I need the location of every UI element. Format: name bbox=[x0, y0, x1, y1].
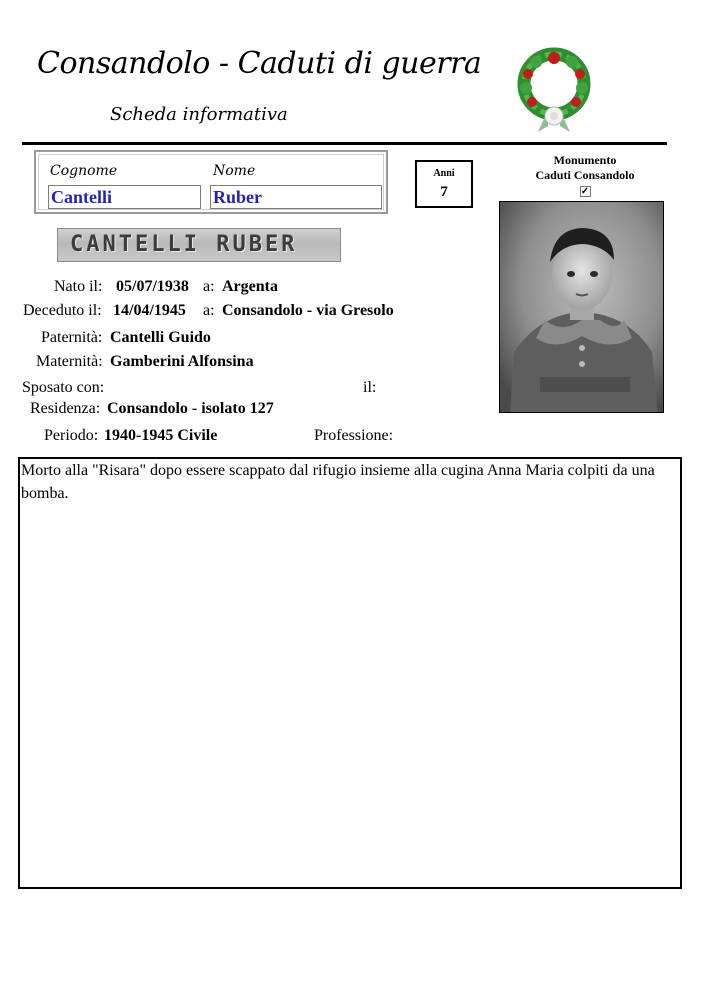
monument-label-line1: Monumento bbox=[553, 153, 617, 167]
nato-label: Nato il: bbox=[54, 278, 103, 295]
nato-luogo-label: a: bbox=[203, 278, 215, 295]
residenza-value[interactable]: Consandolo - isolato 127 bbox=[107, 400, 274, 417]
name-box bbox=[34, 150, 388, 214]
wreath-icon bbox=[508, 44, 600, 136]
cognome-label: Cognome bbox=[50, 163, 118, 179]
name-plate-text: CANTELLI RUBER bbox=[70, 232, 298, 257]
page-subtitle: Scheda informativa bbox=[110, 104, 288, 125]
deceduto-luogo-value[interactable]: Consandolo - via Gresolo bbox=[222, 302, 394, 319]
deceduto-luogo-label: a: bbox=[203, 302, 215, 319]
maternita-label: Maternità: bbox=[36, 353, 103, 370]
nome-field[interactable]: Ruber bbox=[210, 185, 382, 209]
residenza-label: Residenza: bbox=[30, 400, 101, 417]
professione-label: Professione: bbox=[314, 427, 394, 444]
nato-value[interactable]: 05/07/1938 bbox=[116, 278, 189, 295]
cognome-field[interactable]: Cantelli bbox=[48, 185, 201, 209]
header-divider bbox=[22, 142, 667, 145]
portrait-image bbox=[500, 202, 664, 413]
age-value[interactable]: 7 bbox=[440, 184, 448, 200]
name-plate bbox=[57, 228, 341, 262]
age-label: Anni bbox=[433, 168, 455, 179]
paternita-value[interactable]: Cantelli Guido bbox=[110, 329, 211, 346]
monument-label-line2: Caduti Consandolo bbox=[535, 168, 635, 182]
notes-box[interactable]: Morto alla "Risara" dopo essere scappato dal rifugio insieme alla cugina Anna Maria colpiti da una bomba. bbox=[18, 457, 682, 889]
periodo-label: Periodo: bbox=[44, 427, 99, 444]
monument-checkbox[interactable]: ✓ bbox=[580, 186, 590, 197]
deceduto-label: Deceduto il: bbox=[23, 302, 102, 319]
nato-luogo-value[interactable]: Argenta bbox=[222, 278, 278, 295]
age-box bbox=[415, 160, 473, 208]
page-title: Consandolo - Caduti di guerra bbox=[37, 46, 482, 81]
sposato-data-label: il: bbox=[363, 379, 377, 396]
deceduto-value[interactable]: 14/04/1945 bbox=[113, 302, 186, 319]
nome-label: Nome bbox=[213, 163, 256, 179]
sposato-label: Sposato con: bbox=[22, 379, 105, 396]
portrait-photo bbox=[499, 201, 664, 413]
paternita-label: Paternità: bbox=[41, 329, 103, 346]
maternita-value[interactable]: Gamberini Alfonsina bbox=[110, 353, 254, 370]
monument-section bbox=[510, 153, 660, 198]
periodo-value[interactable]: 1940-1945 Civile bbox=[104, 427, 218, 444]
